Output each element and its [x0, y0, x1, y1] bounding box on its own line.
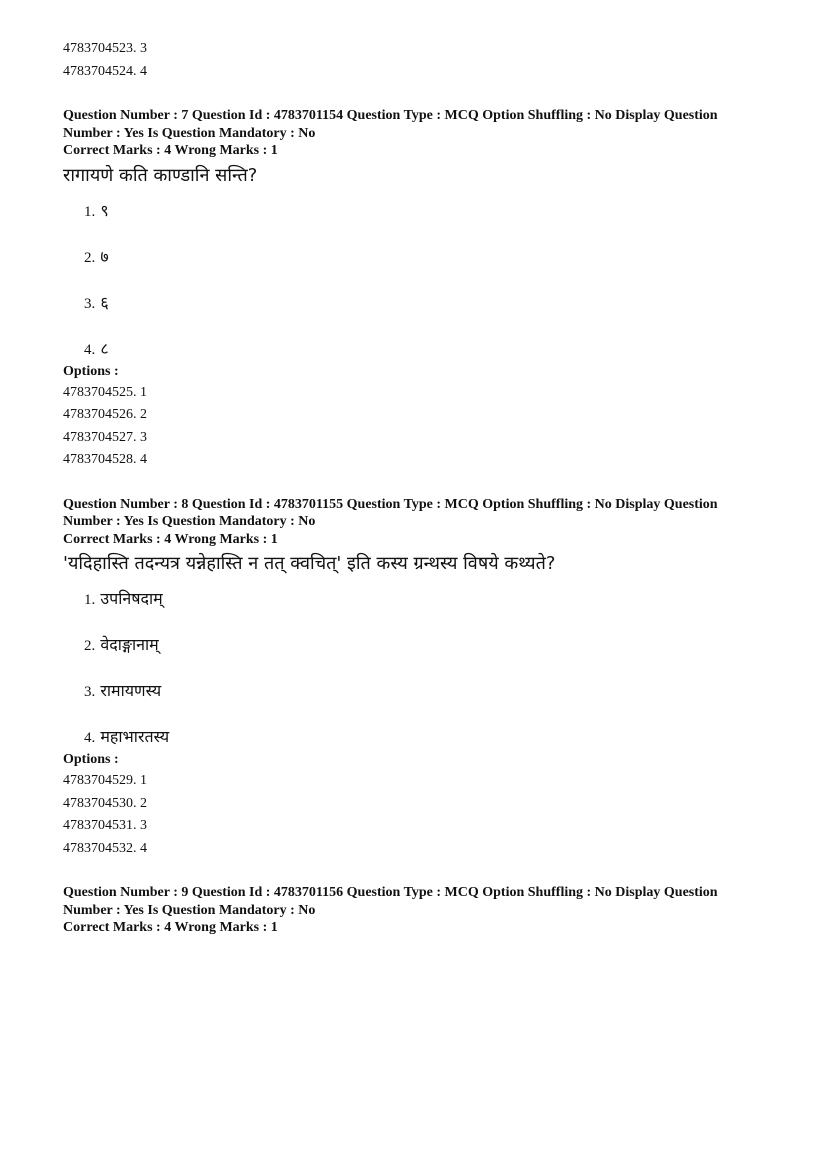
previous-options-list: [63, 38, 763, 83]
choice-number: 2.: [84, 638, 96, 654]
question-meta-line: Question Number : 8 Question Id : 4783701155 Question Type : MCQ Option Shuffling : No Display Question: [63, 496, 718, 512]
question-meta-line: Question Number : 9 Question Id : 4783701156 Question Type : MCQ Option Shuffling : No Display Question: [63, 885, 718, 900]
spacer: [63, 83, 763, 107]
marks-line: Correct Marks : 4 Wrong Marks : 1: [63, 920, 278, 935]
choice-number: 4.: [84, 341, 96, 358]
answer-choice: [84, 588, 763, 610]
option-id-line: 4783704531. 3: [63, 818, 147, 833]
option-id-list: [63, 382, 763, 472]
option-id-line: 4783704524. 4: [63, 63, 147, 79]
spacer: [63, 860, 763, 884]
answer-choice: [84, 338, 763, 360]
choice-label: ८: [100, 338, 109, 358]
answer-choice: [84, 726, 763, 748]
question-text: रागायणे कति काण्डानि सन्ति?: [63, 164, 258, 186]
choice-number: 2.: [84, 249, 96, 266]
answer-choice: [84, 292, 763, 314]
question-block-8: [63, 496, 763, 861]
question-block-9: [63, 884, 763, 937]
choice-label: वेदाङ्गानाम्: [100, 635, 159, 654]
options-heading: Options :: [63, 363, 119, 379]
choice-label: ७: [100, 246, 109, 266]
question-meta-line: Number : Yes Is Question Mandatory : No: [63, 125, 316, 141]
question-meta: [63, 884, 763, 937]
spacer: [63, 472, 763, 496]
choice-number: 4.: [84, 730, 96, 746]
question-block-7: [63, 107, 763, 472]
option-id-line: 4783704525. 1: [63, 384, 147, 400]
document-page: [63, 38, 763, 937]
choice-label: उपनिषदाम्: [100, 589, 163, 608]
answer-choice: [84, 200, 763, 222]
marks-line: Correct Marks : 4 Wrong Marks : 1: [63, 143, 278, 158]
option-id-list: [63, 770, 763, 860]
choice-label: ९: [100, 200, 109, 220]
question-text: 'यदिहास्ति तदन्यत्र यन्नेहास्ति न तत् क्वचित्' इति कस्य ग्रन्थस्य विषये कथ्यते?: [63, 553, 556, 574]
choice-label: ६: [100, 292, 109, 312]
option-id-line: 4783704528. 4: [63, 452, 147, 467]
answer-choices: [84, 200, 763, 360]
choice-label: रामायणस्य: [100, 681, 162, 700]
question-meta-line: Number : Yes Is Question Mandatory : No: [63, 902, 316, 918]
question-meta-line: Number : Yes Is Question Mandatory : No: [63, 514, 316, 529]
answer-choice: [84, 246, 763, 268]
choice-number: 3.: [84, 295, 96, 312]
answer-choices: [84, 588, 763, 748]
option-id-line: 4783704530. 2: [63, 795, 147, 811]
answer-choice: [84, 634, 763, 656]
choice-number: 3.: [84, 684, 96, 700]
option-id-line: 4783704532. 4: [63, 840, 147, 856]
question-meta-line: Question Number : 7 Question Id : 4783701154 Question Type : MCQ Option Shuffling : No Display Question: [63, 108, 718, 123]
options-heading: Options :: [63, 752, 119, 767]
option-id-line: 4783704526. 2: [63, 407, 147, 422]
choice-number: 1.: [84, 203, 96, 220]
choice-number: 1.: [84, 592, 96, 608]
choice-label: महाभारतस्य: [100, 727, 170, 746]
question-meta: [63, 496, 763, 549]
option-id-line: 4783704527. 3: [63, 429, 147, 445]
answer-choice: [84, 680, 763, 702]
marks-line: Correct Marks : 4 Wrong Marks : 1: [63, 531, 278, 547]
option-id-line: 4783704523. 3: [63, 41, 147, 56]
option-id-line: 4783704529. 1: [63, 773, 147, 788]
question-meta: [63, 107, 763, 160]
